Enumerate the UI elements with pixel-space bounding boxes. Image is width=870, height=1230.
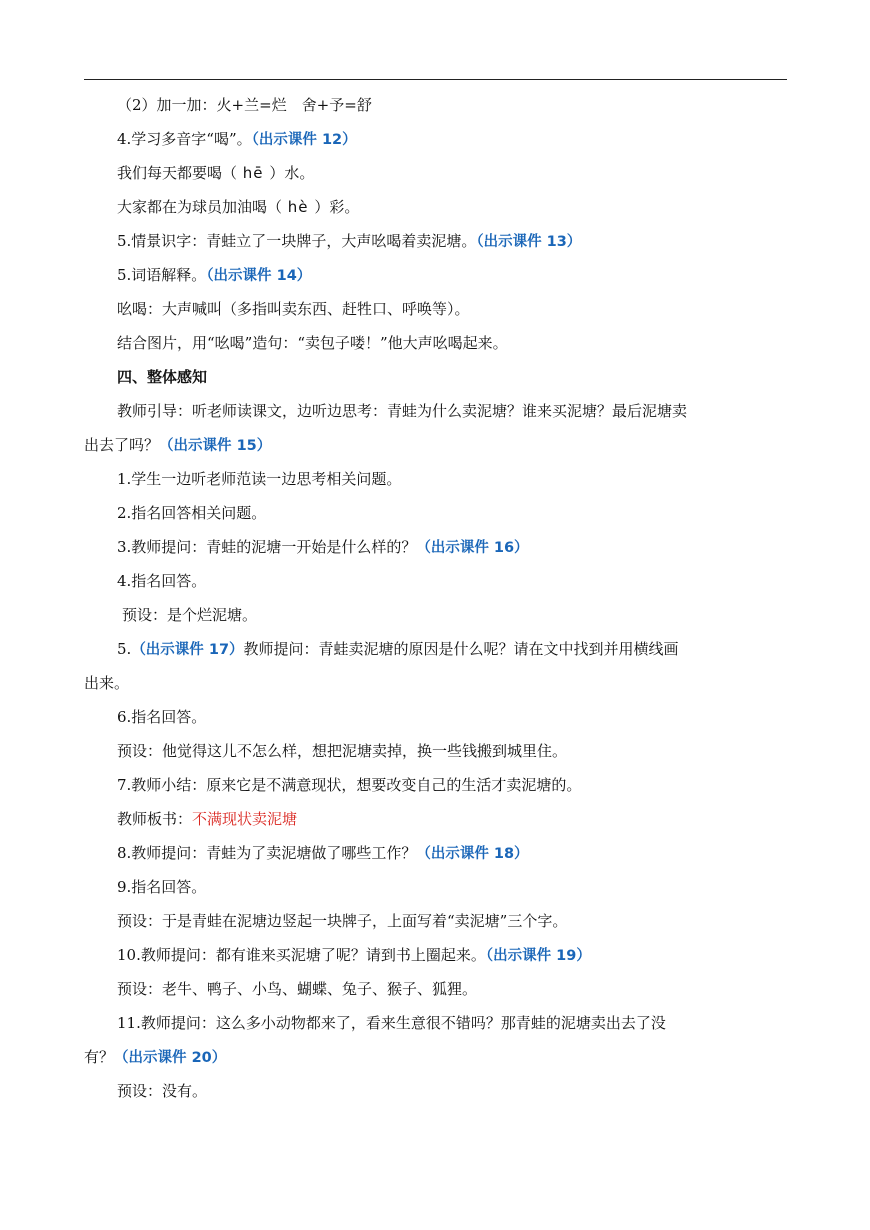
pinyin: hē: [242, 164, 264, 182]
line-scene-literacy: 5.情景识字：青蛙立了一块牌子，大声吆喝着卖泥塘。（出示课件 13）: [117, 232, 582, 250]
line-step-7: 7.教师小结：原来它是不满意现状，想要改变自己的生活才卖泥塘的。: [117, 776, 582, 794]
courseware-ref: （出示课件 16）: [416, 540, 529, 556]
courseware-ref: （出示课件 17）: [131, 642, 244, 658]
document-body: [84, 88, 787, 1108]
line-yaohe-definition: 吆喝：大声喊叫（多指叫卖东西、赶牲口、呼唤等）。: [117, 300, 470, 318]
courseware-ref: （出示课件 12）: [251, 132, 357, 148]
line-preset-5: 预设：没有。: [117, 1082, 208, 1100]
courseware-ref: （出示课件 18）: [416, 846, 529, 862]
courseware-ref: （出示课件 20）: [114, 1050, 227, 1066]
line-step-3: 3.教师提问：青蛙的泥塘一开始是什么样的？（出示课件 16）: [117, 538, 529, 556]
blackboard-text: 不满现状卖泥塘: [192, 810, 298, 828]
line-he-example-2: 大家都在为球员加油喝（ hè ）彩。: [117, 198, 360, 216]
courseware-ref: （出示课件 13）: [476, 234, 582, 250]
line-step-1: 1.学生一边听老师范读一边思考相关问题。: [117, 470, 402, 488]
line-add-characters: （2）加一加：火+兰=烂 舍+予=舒: [117, 96, 372, 114]
pinyin: hè: [287, 198, 309, 216]
line-step-10: 10.教师提问：都有谁来买泥塘了呢？请到书上圈起来。（出示课件 19）: [117, 946, 591, 964]
line-preset-2: 预设：他觉得这儿不怎么样，想把泥塘卖掉，换一些钱搬到城里住。: [117, 742, 568, 760]
courseware-ref: （出示课件 19）: [485, 948, 591, 964]
courseware-ref: （出示课件 15）: [159, 438, 272, 454]
header-rule: [84, 79, 787, 80]
line-yaohe-sentence: 结合图片，用“吆喝”造句：“卖包子喽！”他大声吆喝起来。: [117, 334, 508, 352]
section-heading: 四、整体感知: [117, 368, 208, 386]
line-step-6: 6.指名回答。: [117, 708, 207, 726]
line-polyphone: 4.学习多音字“喝”。（出示课件 12）: [117, 130, 357, 148]
line-step-4: 4.指名回答。: [117, 572, 207, 590]
paragraph-step-5: 5.（出示课件 17）教师提问：青蛙卖泥塘的原因是什么呢？请在文中找到并用横线画 出来。: [84, 640, 679, 692]
line-he-example-1: 我们每天都要喝（ hē ）水。: [117, 164, 315, 182]
line-step-2: 2.指名回答相关问题。: [117, 504, 267, 522]
line-preset-3: 预设：于是青蛙在泥塘边竖起一块牌子，上面写着“卖泥塘”三个字。: [117, 912, 568, 930]
line-preset-4: 预设：老牛、鸭子、小鸟、蝴蝶、兔子、猴子、狐狸。: [117, 980, 478, 998]
paragraph-teacher-guide: 教师引导：听老师读课文，边听边思考：青蛙为什么卖泥塘？谁来买泥塘？最后泥塘卖 出去了吗？（出示课件 15）: [84, 402, 688, 454]
line-blackboard: 教师板书：不满现状卖泥塘: [117, 810, 298, 828]
line-word-explanation: 5.词语解释。（出示课件 14）: [117, 266, 312, 284]
line-step-8: 8.教师提问：青蛙为了卖泥塘做了哪些工作？（出示课件 18）: [117, 844, 529, 862]
courseware-ref: （出示课件 14）: [206, 268, 312, 284]
line-step-9: 9.指名回答。: [117, 878, 207, 896]
paragraph-step-11: 11.教师提问：这么多小动物都来了，看来生意很不错吗？那青蛙的泥塘卖出去了没 有？（出示课件 20）: [84, 1014, 666, 1066]
line-preset-1: 预设：是个烂泥塘。: [122, 606, 258, 624]
